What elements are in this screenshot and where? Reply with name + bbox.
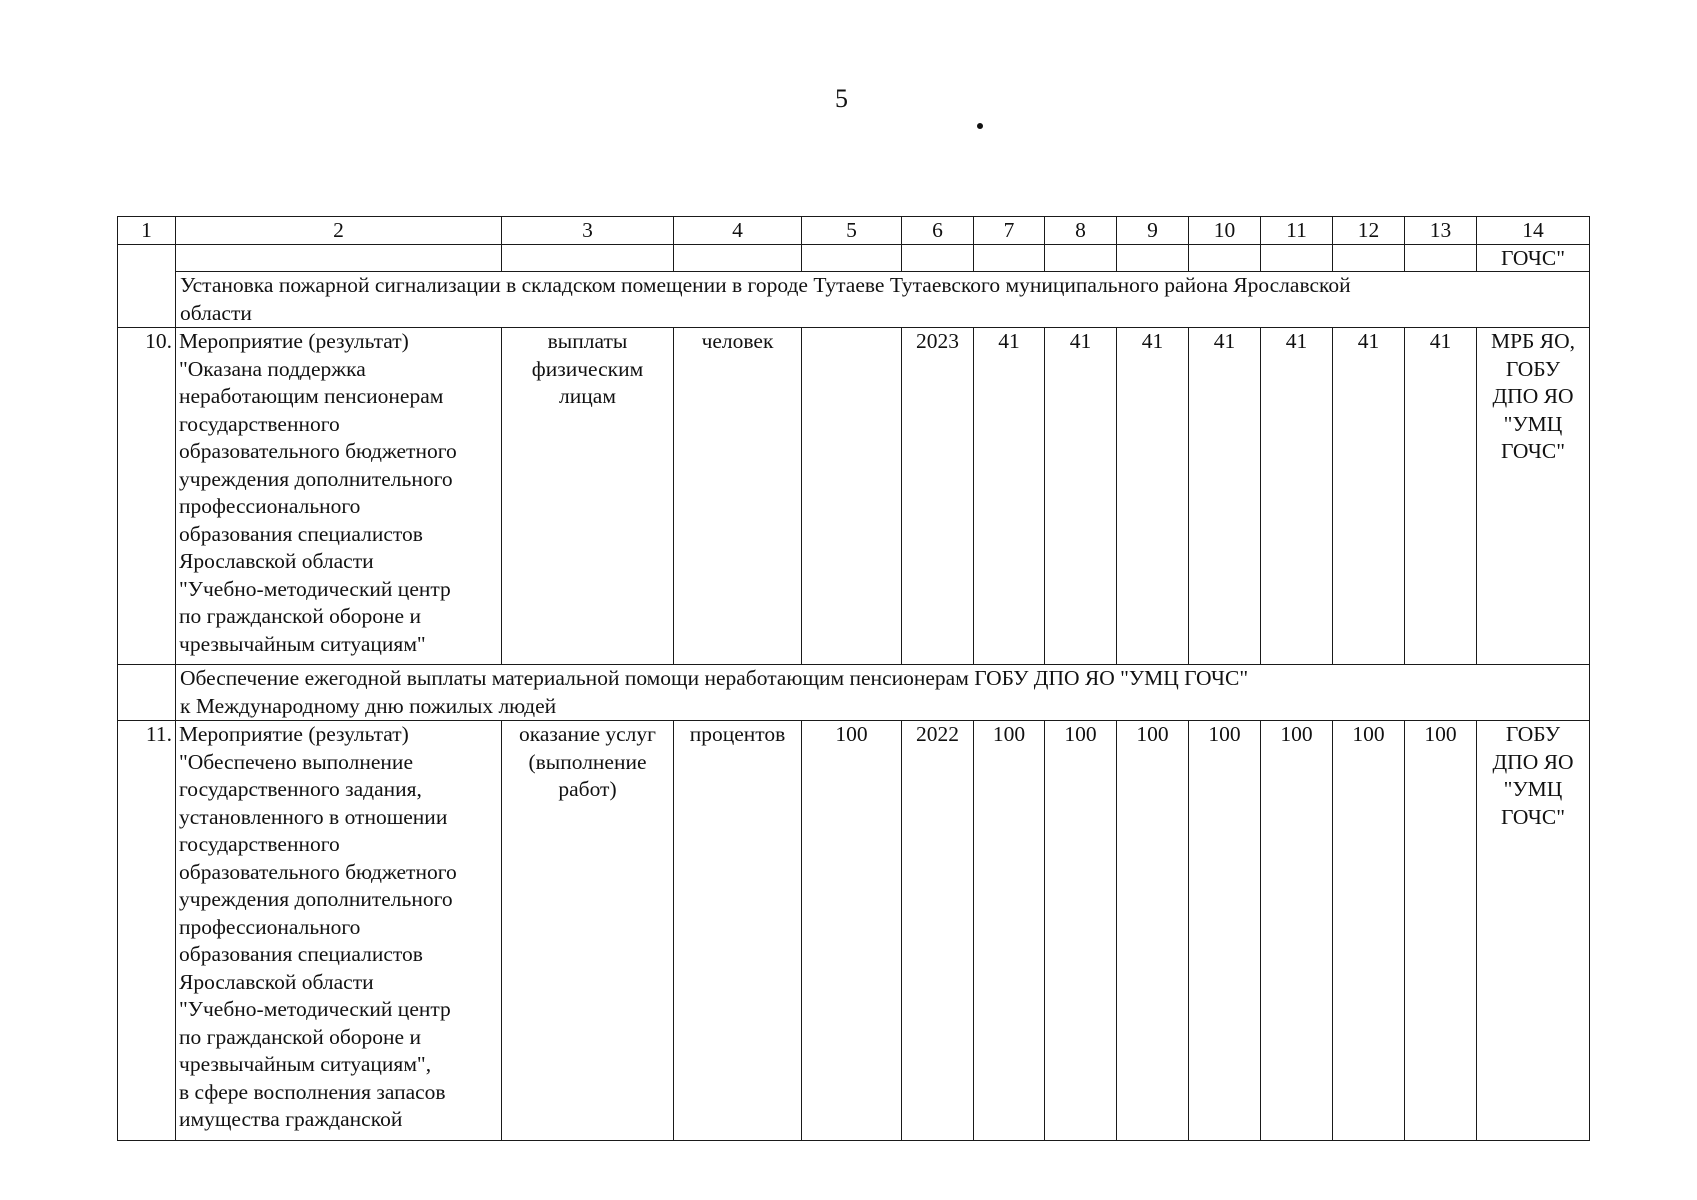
row-value: 41	[1045, 328, 1117, 665]
row-value: 100	[1333, 721, 1405, 1141]
column-header: 4	[674, 217, 802, 245]
empty-cell	[118, 245, 176, 328]
empty-cell	[1045, 245, 1117, 272]
row-number: 11.	[118, 721, 176, 1141]
empty-cell	[1333, 245, 1405, 272]
column-number-row	[118, 217, 1590, 245]
row-responsible: ГОБУ ДПО ЯО "УМЦ ГОЧС"	[1477, 721, 1590, 1141]
column-header: 1	[118, 217, 176, 245]
empty-cell	[1117, 245, 1189, 272]
row-type: оказание услуг (выполнение работ)	[502, 721, 674, 1141]
table-row	[118, 721, 1590, 1141]
row-value: 41	[1333, 328, 1405, 665]
column-header: 3	[502, 217, 674, 245]
column-header: 11	[1261, 217, 1333, 245]
column-header: 5	[802, 217, 902, 245]
row-unit: человек	[674, 328, 802, 665]
row-number: 10.	[118, 328, 176, 665]
indicators-table	[117, 216, 1590, 1141]
continuation-row	[118, 245, 1590, 272]
row-description: Мероприятие (результат) "Оказана поддержка неработающим пенсионерам государственного образовательного бюджетного учреждения дополнительного профессионального образования специалистов Ярославской области "Учебно-методический центр по гражданской обороне и чрезвычайным ситуациям"	[176, 328, 502, 665]
empty-cell	[674, 245, 802, 272]
row-value: 41	[1261, 328, 1333, 665]
column-header: 13	[1405, 217, 1477, 245]
page-number: 5	[835, 84, 848, 113]
continuation-responsible: ГОЧС"	[1477, 245, 1590, 272]
row-value: 41	[1405, 328, 1477, 665]
table-row	[118, 328, 1590, 665]
row-value: 100	[1117, 721, 1189, 1141]
row-responsible: МРБ ЯО, ГОБУ ДПО ЯО "УМЦ ГОЧС"	[1477, 328, 1590, 665]
row-base-year: 2022	[902, 721, 974, 1141]
column-header: 14	[1477, 217, 1590, 245]
row-base-value	[802, 328, 902, 665]
empty-cell	[1405, 245, 1477, 272]
section-title: Обеспечение ежегодной выплаты материальной помощи неработающим пенсионерам ГОБУ ДПО ЯО "УМЦ ГОЧС" к Международному дню пожилых людей	[176, 665, 1590, 721]
section-title: Установка пожарной сигнализации в складском помещении в городе Тутаеве Тутаевского муниципального района Ярославской области	[176, 272, 1590, 328]
row-type: выплаты физическим лицам	[502, 328, 674, 665]
column-header: 9	[1117, 217, 1189, 245]
row-value: 100	[1189, 721, 1261, 1141]
column-header: 8	[1045, 217, 1117, 245]
column-header: 12	[1333, 217, 1405, 245]
row-description: Мероприятие (результат) "Обеспечено выполнение государственного задания, установленного в отношении государственного образовательного бюджетного учреждения дополнительного профессионального образования специалистов Ярославской области "Учебно-методический центр по гражданской обороне и чрезвычайным ситуациям", в сфере восполнения запасов имущества гражданской	[176, 721, 502, 1141]
stray-dot-mark	[977, 123, 983, 129]
column-header: 6	[902, 217, 974, 245]
row-value: 41	[1117, 328, 1189, 665]
row-value: 41	[1189, 328, 1261, 665]
row-value: 100	[1261, 721, 1333, 1141]
empty-cell	[902, 245, 974, 272]
column-header: 2	[176, 217, 502, 245]
row-base-year: 2023	[902, 328, 974, 665]
column-header: 7	[974, 217, 1045, 245]
row-base-value: 100	[802, 721, 902, 1141]
section-row	[118, 665, 1590, 721]
empty-cell	[176, 245, 502, 272]
empty-cell	[502, 245, 674, 272]
column-header: 10	[1189, 217, 1261, 245]
empty-cell	[1189, 245, 1261, 272]
row-unit: процентов	[674, 721, 802, 1141]
empty-cell	[974, 245, 1045, 272]
empty-cell	[118, 665, 176, 721]
row-value: 100	[974, 721, 1045, 1141]
section-row	[118, 272, 1590, 328]
empty-cell	[802, 245, 902, 272]
row-value: 100	[1045, 721, 1117, 1141]
row-value: 100	[1405, 721, 1477, 1141]
row-value: 41	[974, 328, 1045, 665]
empty-cell	[1261, 245, 1333, 272]
